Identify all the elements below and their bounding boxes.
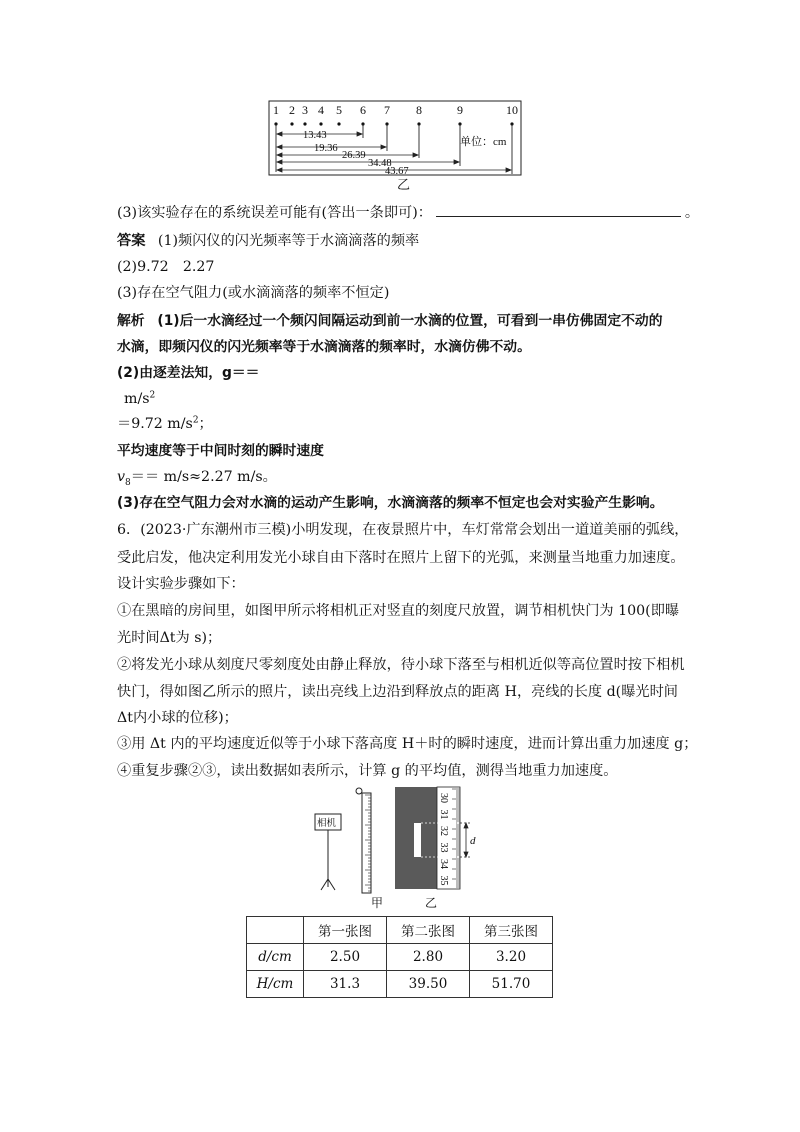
answer-3: (3)存在空气阻力(或水滴滴落的频率不恒定) [117, 285, 390, 301]
q6-l3: 设计实验步骤如下： [117, 576, 245, 592]
analysis-label: 解析 [117, 313, 145, 329]
v8-rest: ＝＝ m/s≈2.27 m/s。 [130, 469, 277, 485]
analysis-p1b: 水滴，即频闪仪的闪光频率等于水滴滴落的频率时，水滴仿佛不动。 [117, 339, 531, 355]
tape-point-label: 8 [416, 103, 422, 117]
q6-step1a: ①在黑暗的房间里，如图甲所示将相机正对竖直的刻度尺放置，调节相机快门为 100(即曝 [117, 603, 680, 619]
photo-ruler-number: 30 [438, 793, 449, 803]
tape-distance-label: 19.36 [314, 143, 338, 154]
tape-distance-label: 26.39 [342, 150, 366, 161]
tape-point-label: 9 [457, 103, 463, 117]
analysis-p2-result: ＝9.72 m/s [117, 416, 193, 432]
table-row [247, 971, 553, 998]
q3-prompt: (3)该实验存在的系统误差可能有(答出一条即可)： [117, 205, 432, 221]
photo-ruler-number: 33 [438, 842, 449, 853]
photo-ruler-number: 34 [438, 859, 449, 869]
answer-line-1 [117, 231, 419, 251]
q6-l1: 小明发现，在夜景照片中，车灯常常会划出一道道美丽的弧线， [291, 522, 689, 538]
table-cell: 2.50 [304, 944, 387, 971]
table-cell: 3.20 [470, 944, 553, 971]
answer-1: (1)频闪仪的闪光频率等于水滴滴落的频率 [157, 233, 420, 249]
tape-caption: 乙 [397, 178, 411, 193]
table-header-cell: 第一张图 [304, 917, 387, 944]
q6-step2c: Δt内小球的位移)； [117, 710, 238, 726]
caption-jia: 甲 [371, 896, 384, 910]
answer-blank [436, 202, 681, 217]
analysis-p2: (2)由逐差法知，g＝＝ [117, 365, 260, 381]
analysis-p2-end: ； [198, 416, 213, 432]
analysis-p2-result-line: ＝9.72 $m/s^2$； [117, 415, 213, 432]
analysis-line-1 [117, 311, 663, 331]
release-point [356, 788, 362, 794]
tape-point-label: 5 [336, 103, 342, 117]
figure-camera-ruler [300, 783, 480, 913]
tape-point-label: 7 [384, 103, 390, 117]
photo-ruler-number: 31 [438, 809, 449, 820]
v8-subscript: 8 [125, 477, 131, 488]
answer-2: (2)9.72 2.27 [117, 259, 215, 275]
tape-point-label: 4 [318, 103, 324, 117]
tape-figure [262, 98, 527, 195]
tape-point-label: 1 [273, 103, 279, 117]
tape-point-label: 10 [506, 103, 518, 117]
tape-dot [337, 122, 340, 125]
q6-step2a: ②将发光小球从刻度尺零刻度处由静止释放，待小球下落至与相机近似等高位置时按下相机 [117, 657, 685, 673]
tape-dot [319, 122, 322, 125]
q6-source: (2023·广东潮州市三模) [140, 522, 292, 538]
data-table [246, 916, 553, 998]
analysis-p2-unit: m/s [124, 391, 150, 407]
photo-ruler-number: 32 [438, 826, 449, 836]
table-cell: 51.70 [470, 971, 553, 998]
tape-dot [303, 122, 306, 125]
unit-label: 单位：cm [460, 136, 507, 148]
analysis-v8-line [117, 467, 277, 487]
tape-point-label: 2 [289, 103, 295, 117]
q3-line [117, 202, 699, 223]
camera-label: 相机 [317, 819, 337, 829]
tape-point-label: 6 [360, 103, 366, 117]
d-label: d [470, 835, 476, 847]
light-streak [414, 823, 421, 857]
table-cell: 39.50 [387, 971, 470, 998]
tape-point-label: 3 [302, 103, 308, 117]
table-cell: 2.80 [387, 944, 470, 971]
q6-l2: 受此启发，他决定利用发光小球自由下落时在照片上留下的光弧，来测量当地重力加速度。 [117, 550, 685, 566]
q6-step4: ④重复步骤②③，读出数据如表所示，计算 g 的平均值，测得当地重力加速度。 [117, 763, 618, 779]
photo-ruler-number: 35 [438, 875, 449, 886]
table-row [247, 944, 553, 971]
table-header-cell: 第三张图 [470, 917, 553, 944]
tape-dot [290, 122, 293, 125]
caption-yi: 乙 [425, 896, 438, 910]
tape-distance-label: 43.67 [385, 166, 409, 177]
v8-symbol: v [117, 469, 126, 485]
q6-step3: ③用 Δt 内的平均速度近似等于小球下落高度 H＋时的瞬时速度，进而计算出重力加速度 g； [117, 736, 698, 752]
table-header-cell: 第二张图 [387, 917, 470, 944]
analysis-p4: (3)存在空气阻力会对水滴的运动产生影响，水滴滴落的频率不恒定也会对实验产生影响。 [117, 495, 664, 511]
table-row-label: H/cm [247, 971, 304, 998]
tape-distance-label: 13.43 [303, 130, 327, 141]
q3-end: 。 [684, 205, 700, 221]
q6-line-1 [117, 520, 688, 540]
q6-number: 6． [117, 522, 141, 538]
answer-label: 答案 [117, 233, 146, 249]
table-row-label: d/cm [247, 944, 304, 971]
tape-distance-label: 34.48 [368, 158, 392, 169]
q6-step1b: 光时间Δt为 s)； [117, 630, 222, 646]
q6-step2b: 快门，得如图乙所示的照片，读出亮线上边沿到释放点的距离 H，亮线的长度 d(曝光时间 [117, 684, 678, 700]
analysis-p2-unit-line: $m/s^2$ [124, 390, 156, 407]
table-header-row [247, 917, 553, 944]
table-cell: 31.3 [304, 971, 387, 998]
table-header-cell [247, 917, 304, 944]
analysis-p3: 平均速度等于中间时刻的瞬时速度 [117, 443, 324, 459]
analysis-p1a: (1)后一水滴经过一个频闪间隔运动到前一水滴的位置，可看到一串仿佛固定不动的 [157, 313, 663, 329]
